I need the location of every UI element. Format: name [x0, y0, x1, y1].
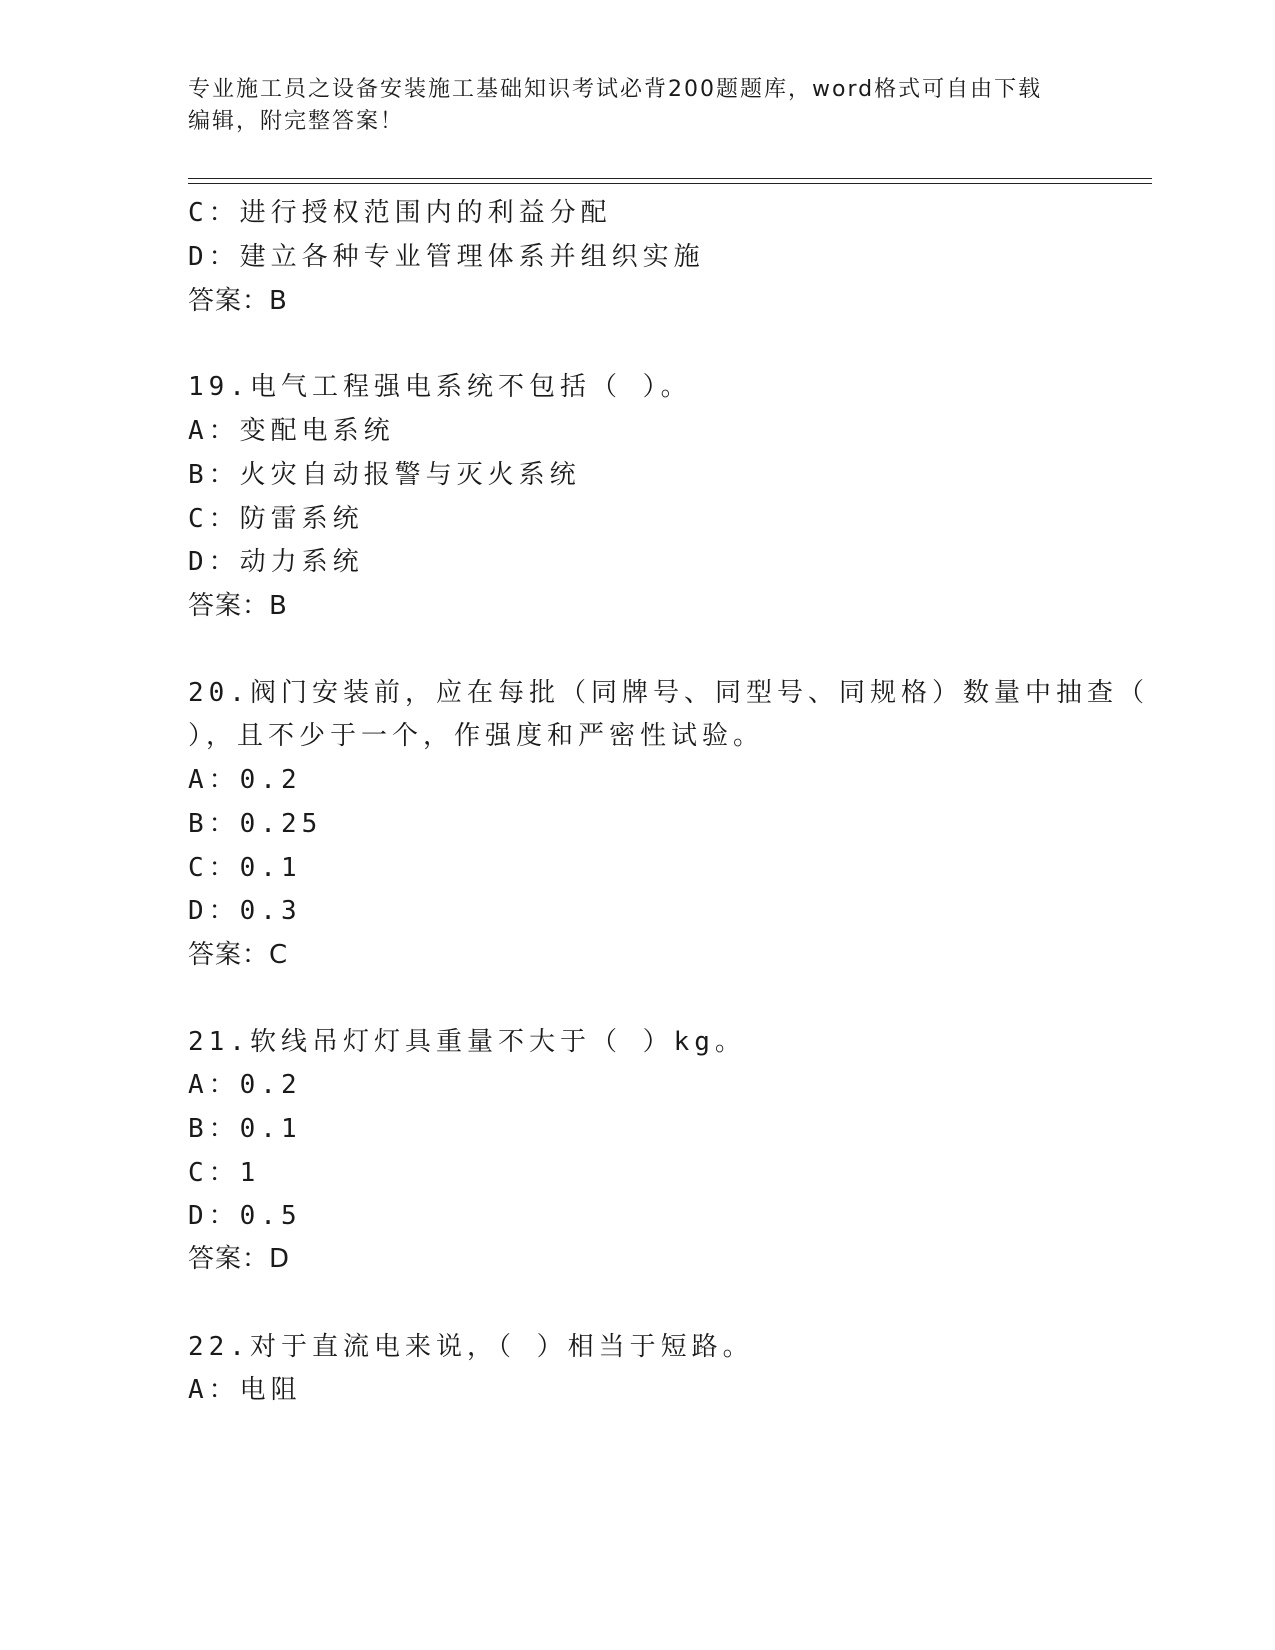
q19-stem: 19.电气工程强电系统不包括（ ）。 [188, 372, 692, 402]
q18-option-c: C：进行授权范围内的利益分配 [188, 198, 612, 228]
q20-option-d: D：0.3 [188, 896, 302, 926]
q19-option-b: B：火灾自动报警与灭火系统 [188, 460, 581, 490]
q19-option-c: C：防雷系统 [188, 504, 364, 534]
q20-option-c: C：0.1 [188, 853, 302, 883]
q21-option-a: A：0.2 [188, 1070, 302, 1100]
q21-option-c: C：1 [188, 1158, 261, 1188]
q18-answer: 答案：B [188, 286, 288, 316]
q20-answer: 答案：C [188, 940, 289, 970]
q20-stem-line-1: 20.阀门安装前，应在每批（同牌号、同型号、同规格）数量中抽查（ [188, 678, 1149, 708]
q22-option-a: A：电阻 [188, 1375, 302, 1405]
q18-option-d: D：建立各种专业管理体系并组织实施 [188, 242, 705, 272]
q19-answer: 答案：B [188, 591, 288, 621]
header-line-1: 专业施工员之设备安装施工基础知识考试必背200题题库，word格式可自由下载 [188, 77, 1043, 102]
header-line-2: 编辑，附完整答案！ [188, 109, 405, 134]
q20-option-b: B：0.25 [188, 809, 323, 839]
q20-option-a: A：0.2 [188, 765, 302, 795]
header-divider-top [188, 178, 1152, 179]
q21-option-b: B：0.1 [188, 1114, 302, 1144]
q20-stem-line-2: ），且不少于一个，作强度和严密性试验。 [188, 721, 765, 751]
document-header [188, 74, 1088, 138]
q21-stem: 21.软线吊灯灯具重量不大于（ ）kg。 [188, 1027, 746, 1057]
q22-stem: 22.对于直流电来说，（ ）相当于短路。 [188, 1332, 754, 1362]
q19-option-d: D：动力系统 [188, 547, 364, 577]
header-divider-bottom [188, 183, 1152, 184]
q19-option-a: A：变配电系统 [188, 416, 395, 446]
q21-answer: 答案：D [188, 1244, 291, 1274]
q21-option-d: D：0.5 [188, 1201, 302, 1231]
